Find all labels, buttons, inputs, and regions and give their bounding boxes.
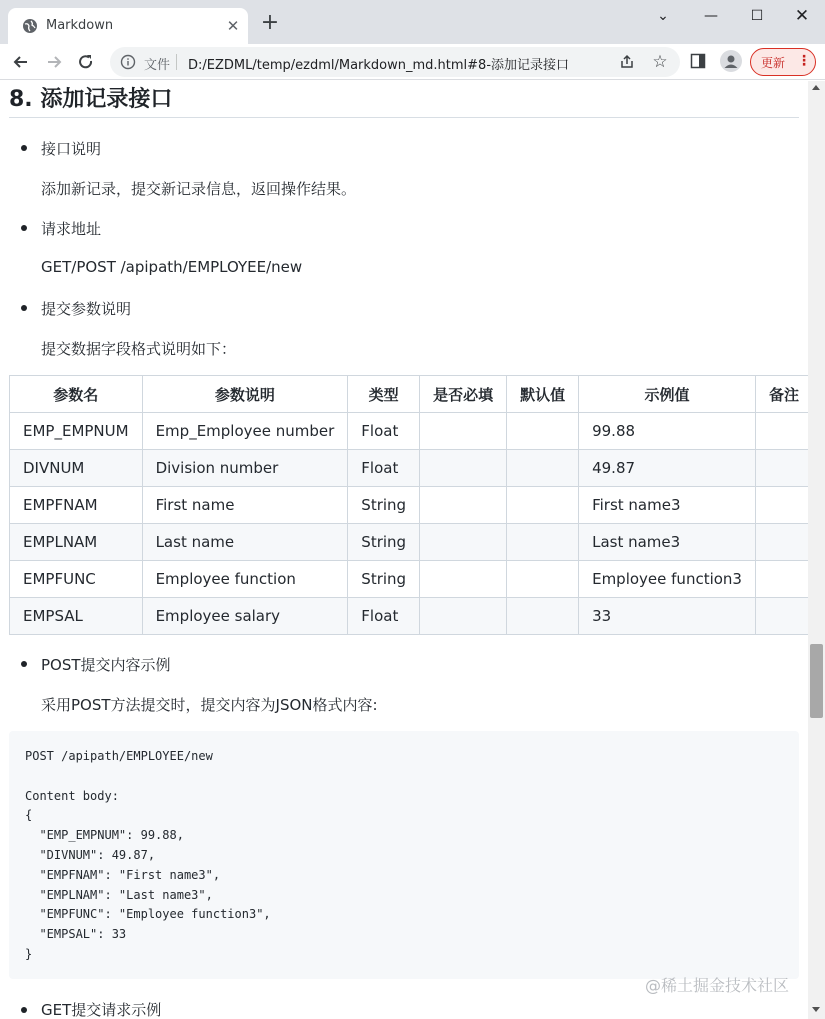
- table-cell: [755, 524, 808, 561]
- scroll-thumb[interactable]: [810, 644, 823, 718]
- item-label-post-example: POST提交内容示例: [41, 656, 171, 674]
- bullet-icon: [21, 1007, 27, 1013]
- star-icon[interactable]: ☆: [652, 52, 668, 72]
- item-desc-request-url: GET/POST /apipath/EMPLOYEE/new: [41, 258, 303, 276]
- omnibox-divider: [176, 54, 177, 70]
- watermark: @稀土掘金技术社区: [645, 976, 790, 995]
- bullet-icon: [21, 225, 27, 231]
- table-cell: Employee function3: [579, 561, 756, 598]
- tab-markdown[interactable]: [8, 8, 248, 44]
- table-cell: EMPSAL: [10, 598, 143, 635]
- params-table: [9, 375, 808, 635]
- table-cell: First name3: [579, 487, 756, 524]
- table-cell: [420, 598, 507, 635]
- scheme-label: 文件: [144, 58, 171, 73]
- vertical-scrollbar[interactable]: [808, 81, 825, 1019]
- bullet-icon: [21, 305, 27, 311]
- table-row: [10, 524, 809, 561]
- col-header: 备注: [755, 376, 808, 413]
- profile-icon[interactable]: [720, 50, 742, 72]
- table-cell: [420, 450, 507, 487]
- table-cell: [507, 561, 579, 598]
- maximize-icon[interactable]: ☐: [750, 8, 764, 24]
- close-window-icon[interactable]: ✕: [794, 6, 810, 26]
- bullet-icon: [21, 145, 27, 151]
- table-cell: [507, 598, 579, 635]
- section-title: 8. 添加记录接口: [9, 87, 173, 112]
- table-cell: EMPFNAM: [10, 487, 143, 524]
- url-text[interactable]: D:/EZDML/temp/ezdml/Markdown_md.html#8-添加记录接口: [188, 58, 570, 73]
- table-cell: String: [348, 561, 420, 598]
- table-row: [10, 561, 809, 598]
- scroll-up-arrow-icon[interactable]: [812, 85, 820, 90]
- table-row: [10, 487, 809, 524]
- table-cell: DIVNUM: [10, 450, 143, 487]
- table-cell: First name: [142, 487, 348, 524]
- more-vert-icon[interactable]: ⋮: [797, 53, 811, 69]
- tab-search-chevron-icon[interactable]: ⌄: [657, 8, 669, 24]
- table-cell: 33: [579, 598, 756, 635]
- col-header: 示例值: [579, 376, 756, 413]
- item-label-get-example: GET提交请求示例: [41, 1001, 162, 1019]
- title-divider: [9, 117, 799, 118]
- table-cell: String: [348, 487, 420, 524]
- table-cell: Division number: [142, 450, 348, 487]
- code-block: POST /apipath/EMPLOYEE/new Content body: { "EMP_EMPNUM": 99.88, "DIVNUM": 49.87, "EMPFNAM": "First name3", "EMPLNAM": "Last name3", "EMPFUNC": "Employee function3", "EMPSAL": 33 }: [9, 731, 799, 979]
- table-cell: EMPFUNC: [10, 561, 143, 598]
- item-label-interface-desc: 接口说明: [41, 140, 102, 158]
- item-label-request-url: 请求地址: [41, 220, 102, 238]
- tab-title: Markdown: [46, 18, 114, 33]
- table-cell: Float: [348, 598, 420, 635]
- item-desc-params: 提交数据字段格式说明如下：: [41, 340, 237, 358]
- table-cell: [507, 450, 579, 487]
- table-cell: [420, 487, 507, 524]
- table-cell: [755, 413, 808, 450]
- new-tab-icon[interactable]: +: [260, 10, 280, 35]
- table-row: [10, 450, 809, 487]
- table-cell: [507, 413, 579, 450]
- arrow-left-icon[interactable]: [8, 49, 34, 75]
- update-label: 更新: [761, 56, 786, 70]
- info-icon[interactable]: [120, 54, 136, 70]
- table-cell: Float: [348, 413, 420, 450]
- scroll-down-arrow-icon[interactable]: [812, 1007, 820, 1012]
- bullet-icon: [21, 661, 27, 667]
- col-header: 默认值: [507, 376, 579, 413]
- browser-toolbar: [0, 44, 825, 80]
- col-header: 参数名: [10, 376, 143, 413]
- table-cell: EMPLNAM: [10, 524, 143, 561]
- item-label-params: 提交参数说明: [41, 300, 132, 318]
- globe-icon: [22, 18, 38, 34]
- table-cell: 49.87: [579, 450, 756, 487]
- table-row: [10, 598, 809, 635]
- reload-icon[interactable]: [73, 49, 99, 75]
- item-desc-post-example: 采用POST方法提交时，提交内容为JSON格式内容:: [41, 696, 378, 714]
- table-cell: [420, 413, 507, 450]
- page-viewport: [0, 81, 808, 1019]
- table-cell: Employee function: [142, 561, 348, 598]
- close-tab-icon[interactable]: ✕: [226, 17, 240, 35]
- table-cell: [507, 524, 579, 561]
- share-icon[interactable]: [618, 53, 636, 71]
- address-bar[interactable]: [110, 47, 680, 77]
- table-cell: String: [348, 524, 420, 561]
- table-header-row: [10, 376, 809, 413]
- table-cell: Last name3: [579, 524, 756, 561]
- table-cell: Employee salary: [142, 598, 348, 635]
- table-cell: 99.88: [579, 413, 756, 450]
- table-cell: Last name: [142, 524, 348, 561]
- item-desc-interface-desc: 添加新记录，提交新记录信息，返回操作结果。: [41, 180, 357, 198]
- table-cell: [755, 450, 808, 487]
- table-cell: EMP_EMPNUM: [10, 413, 143, 450]
- minimize-icon[interactable]: —: [704, 8, 718, 24]
- col-header: 是否必填: [420, 376, 507, 413]
- table-cell: [755, 598, 808, 635]
- tab-bar: [0, 0, 825, 44]
- update-button[interactable]: [750, 48, 816, 76]
- col-header: 参数说明: [142, 376, 348, 413]
- table-cell: Float: [348, 450, 420, 487]
- table-cell: [755, 561, 808, 598]
- side-panel-icon[interactable]: [690, 53, 706, 69]
- table-cell: [507, 487, 579, 524]
- col-header: 类型: [348, 376, 420, 413]
- table-cell: [420, 524, 507, 561]
- table-row: [10, 413, 809, 450]
- table-cell: [420, 561, 507, 598]
- arrow-right-icon[interactable]: [41, 49, 67, 75]
- table-cell: Emp_Employee number: [142, 413, 348, 450]
- table-cell: [755, 487, 808, 524]
